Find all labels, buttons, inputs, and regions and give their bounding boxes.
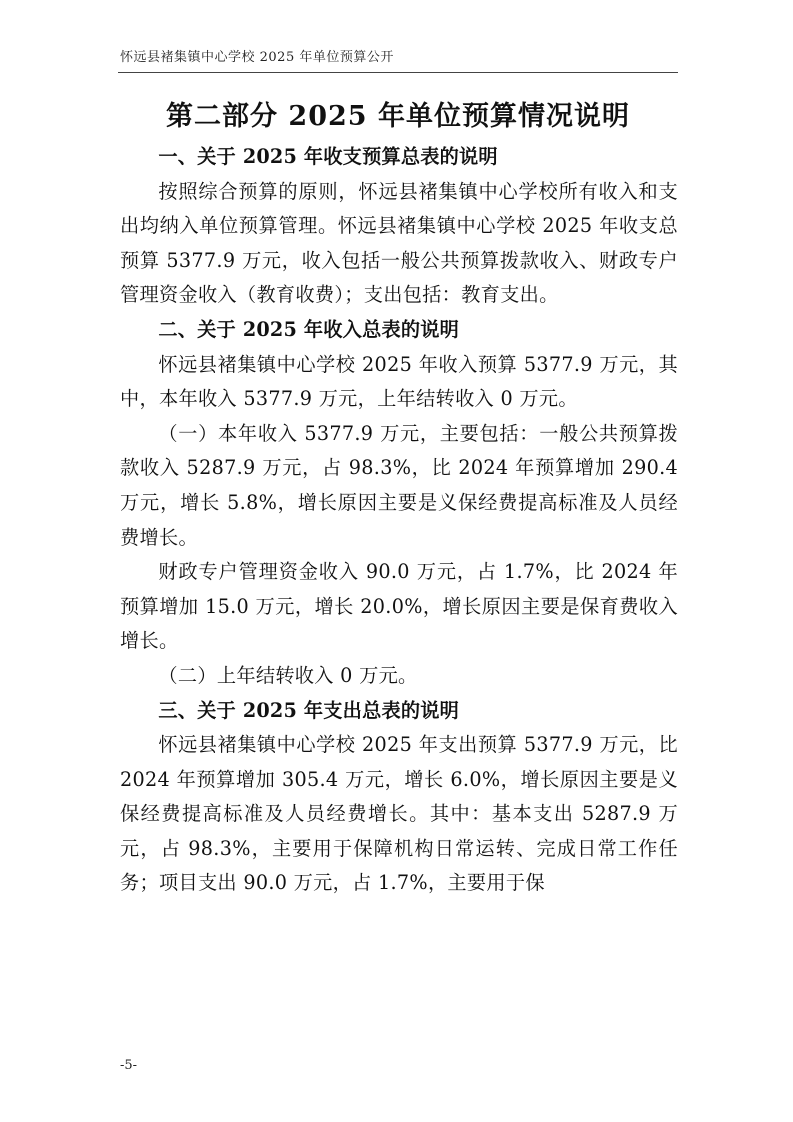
body-paragraph: 怀远县褚集镇中心学校 2025 年支出预算 5377.9 万元，比 2024 年预算增加 305.4 万元，增长 6.0%，增长原因主要是义保经费提高标准及人员经费增长。其中：基本支出 5287.9 万元，占 98.3%，主要用于保障机构日常运转、完成日常工作任务；项目支出 90.0 万元，占 1.7%，主要用于保 [120, 733, 678, 895]
body-paragraph: （一）本年收入 5377.9 万元，主要包括：一般公共预算拨款收入 5287.9 万元，占 98.3%，比 2024 年预算增加 290.4 万元，增长 5.8%，增长原因主要是义保经费提高标准及人员经费增长。 [120, 421, 678, 549]
section-heading: 三、关于 2025 年支出总表的说明 [158, 698, 460, 722]
body-paragraph: 财政专户管理资金收入 90.0 万元，占 1.7%，比 2024 年预算增加 15.0 万元，增长 20.0%，增长原因主要是保育费收入增长。 [120, 560, 678, 653]
section-heading: 二、关于 2025 年收入总表的说明 [158, 317, 460, 341]
page-number: -5- [120, 1058, 138, 1073]
page-title: 第二部分 2025 年单位预算情况说明 [166, 101, 630, 132]
header-divider [118, 72, 678, 73]
section-heading: 一、关于 2025 年收支预算总表的说明 [158, 145, 498, 168]
document-body [120, 140, 678, 901]
body-paragraph: 按照综合预算的原则，怀远县褚集镇中心学校所有收入和支出均纳入单位预算管理。怀远县褚集镇中心学校 2025 年收支总预算 5377.9 万元，收入包括一般公共预算拨款收入、财政专户管理资金收入（教育收费）；支出包括：教育支出。 [120, 179, 678, 307]
body-paragraph: （二）上年结转收入 0 万元。 [158, 663, 418, 687]
running-header: 怀远县褚集镇中心学校 2025 年单位预算公开 [120, 50, 394, 65]
body-paragraph: 怀远县褚集镇中心学校 2025 年收入预算 5377.9 万元，其中，本年收入 5377.9 万元，上年结转收入 0 万元。 [120, 352, 678, 411]
